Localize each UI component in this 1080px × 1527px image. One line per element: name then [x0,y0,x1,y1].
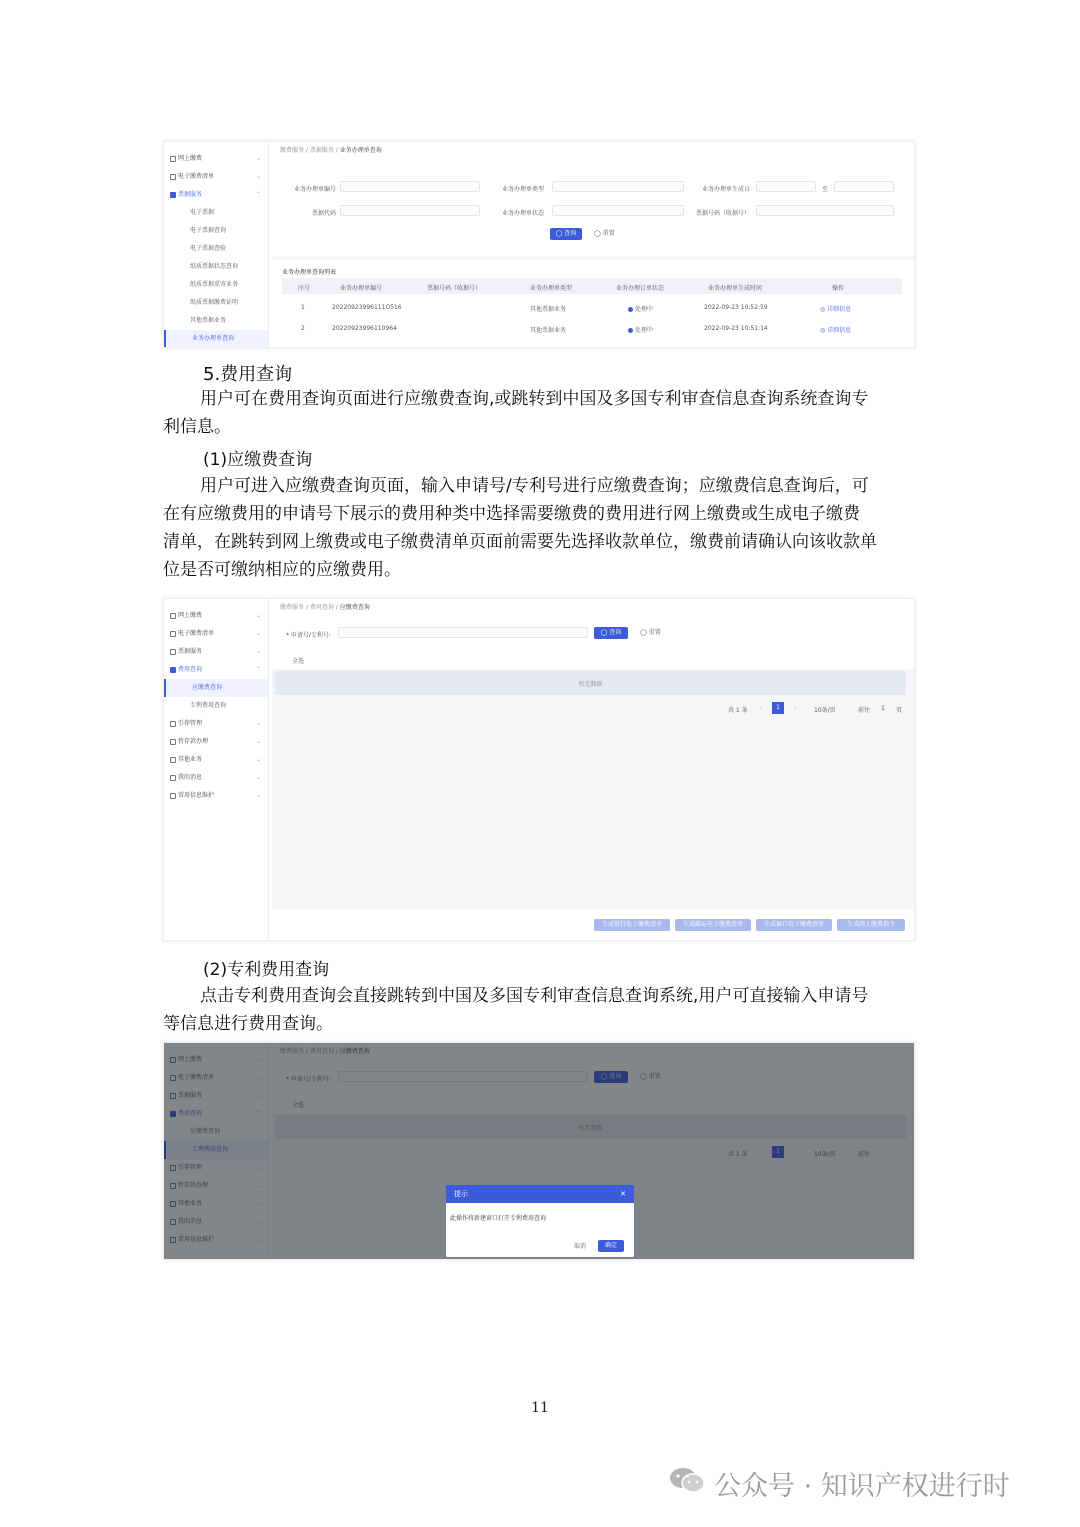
query-button[interactable]: ◯ 查询 [550,228,582,240]
dialog-message: 此操作将新建窗口打开专利费用查询 [450,1215,547,1222]
cell-time: 2022-09-23 10:51:14 [704,325,768,332]
online-pay-button[interactable]: 生成网上缴费指令 [837,919,905,931]
sidebar-item-label: 暂存款办理 [178,738,209,745]
sidebar-item[interactable] [164,643,268,661]
col-no: 序号 [298,285,311,292]
detail-link[interactable]: ◎ 详细信息 [820,306,852,313]
col-receipt: 票据号码（收据号） [427,285,482,292]
sidebar-item-label: 其他业务 [178,756,203,763]
close-icon[interactable]: ✕ [620,1190,626,1198]
list-title: 业务办理单查询列表 [282,269,337,276]
sidebar-item[interactable] [164,751,268,769]
chevron-icon: ⌄ [255,792,261,799]
app-no-input[interactable] [338,627,588,638]
cell-type: 其他票据业务 [530,306,567,313]
cell-status: 处理中 [628,304,653,313]
sidebar-item[interactable] [164,330,268,348]
sidebar-item[interactable] [164,625,268,643]
label-order-type: 业务办理单类型 [502,186,545,193]
paragraph-2-line-4: 位是否可缴纳相应的应缴费用。 [163,560,401,580]
page-number: 11 [531,1400,549,1416]
col-type: 业务办理单类型 [530,285,573,292]
paragraph-2-line-3: 清单，在跳转到网上缴费或电子缴费清单页面前需要先选择收款单位，缴费前请确认向该收款单 [163,532,877,552]
paragraph-1-line-2: 利信息。 [163,417,231,437]
col-status: 业务办理订单状态 [616,285,665,292]
chevron-icon: ⌄ [255,774,261,781]
chevron-icon: ⌃ [255,666,261,673]
pager-page-1[interactable]: 1 [772,702,784,714]
sidebar-item-label: 业务办理单查询 [192,335,235,342]
sidebar-item[interactable] [164,240,268,258]
sidebar [164,142,269,347]
pager-next[interactable]: › [794,705,797,712]
order-type-select[interactable] [552,181,684,192]
cell-status: 处理中 [628,325,653,334]
cell-no: 2 [301,325,305,332]
chevron-icon: ⌄ [255,173,261,180]
sidebar-item-label: 网上缴费 [178,155,203,162]
sidebar-item[interactable] [164,168,268,186]
paragraph-1-line-1: 用户可在费用查询页面进行应缴费查询,或跳转到中国及多国专利审查信息查询系统查询专 [200,389,869,409]
sidebar-item-label: 电子票据查询 [190,227,227,234]
result-panel [272,260,914,348]
sidebar-item[interactable] [164,312,268,330]
cell-no: 1 [301,304,305,311]
sidebar-item[interactable] [164,733,268,751]
label-receipt-no: 票据号码（收据号） [696,210,751,217]
menu-icon [170,739,176,745]
sidebar-item-label: 应缴费查询 [192,684,223,691]
breadcrumb: 缴费服务 / 费用查询 / 应缴费查询 [272,599,914,617]
chevron-icon: ⌃ [255,191,261,198]
window-list-button[interactable]: 生成窗口电子缴费清单 [756,919,832,931]
menu-icon [170,721,176,727]
confirm-dialog [446,1185,634,1257]
menu-icon [170,649,176,655]
chevron-icon: ⌄ [255,612,261,619]
screenshot-billing-query [163,141,915,348]
sidebar-item-label: 专利费用查询 [190,702,227,709]
paragraph-2-line-1: 用户可进入应缴费查询页面，输入申请号/专利号进行应缴费查询；应缴费信息查询后，可 [200,476,869,496]
menu-icon [170,775,176,781]
status-dot-icon [628,328,633,333]
empty-text: 暂无数据 [578,681,603,688]
col-op: 操作 [832,285,845,292]
sidebar-item-label: 电子缴费清单 [178,173,215,180]
empty-table [275,671,906,695]
sidebar-item[interactable] [164,769,268,787]
label-bill-code: 票据代码 [312,210,337,217]
sidebar-item-label: 纸质票据状态查询 [190,263,239,270]
cancel-button[interactable]: 取消 [574,1243,587,1250]
subheading-1: (1)应缴费查询 [203,450,313,470]
chevron-icon: ⌄ [255,720,261,727]
sidebar-item[interactable] [164,222,268,240]
sidebar-item-label: 引荐管理 [178,720,203,727]
cell-type: 其他票据业务 [530,327,567,334]
sidebar-item-label: 电子票据查验 [190,245,227,252]
confirm-button[interactable]: 确定 [598,1240,624,1252]
sidebar-item-label: 网上缴费 [178,612,203,619]
reset-button[interactable]: ◯ 重置 [640,629,661,636]
paragraph-2-line-2: 在有应缴费用的申请号下展示的费用种类中选择需要缴费的费用进行网上缴费或生成电子缴费 [163,504,860,524]
pager-goto: 前往 [858,707,871,714]
sidebar-item-label: 费用查询 [178,666,203,673]
dialog-title: 提示 [454,1190,468,1198]
pagination [272,697,914,721]
chevron-icon: ⌄ [255,756,261,763]
paragraph-3-line-1: 点击专利费用查询会直接跳转到中国及多国专利审查信息查询系统,用户可直接输入申请号 [200,986,869,1006]
sidebar-item-label: 电子票据 [190,209,215,216]
sidebar-item-label: 我的消息 [178,774,203,781]
search-panel [272,617,914,669]
pager-total: 共 1 条 [728,707,748,714]
sidebar-item-label: 票据服务 [178,648,203,655]
post-list-button[interactable]: 生成邮局电子缴费清单 [675,919,751,931]
sidebar-item[interactable] [164,204,268,222]
pager-size-select[interactable]: 10条/页 [814,707,836,714]
sidebar-item[interactable] [164,607,268,625]
menu-icon [170,613,176,619]
cell-time: 2022-09-23 10:52:59 [704,304,768,311]
watermark: 公众号 · 知识产权进行时 [714,1471,1010,1502]
sidebar-item[interactable] [164,276,268,294]
menu-icon [170,667,176,673]
search-panel [272,160,914,256]
menu-icon [170,631,176,637]
chevron-icon: ⌄ [255,738,261,745]
section-heading: 5.费用查询 [203,364,293,385]
chevron-icon: ⌄ [255,155,261,162]
menu-icon [170,757,176,763]
col-time: 业务办理单生成时间 [708,285,763,292]
label-date: 业务办理单生成日 [702,186,751,193]
sidebar-item[interactable] [164,787,268,805]
sidebar-item[interactable] [164,661,268,679]
sidebar-item-label: 纸质票据缴费证明 [190,299,239,306]
sidebar-item-label: 纸质票据重寄业务 [190,281,239,288]
order-status-select[interactable] [552,205,684,216]
screenshot-due-fee-query [163,598,915,941]
order-no-input[interactable] [340,181,480,192]
dialog-header [446,1185,634,1203]
menu-icon [170,174,176,180]
sidebar-item[interactable] [164,715,268,733]
label-order-no: 业务办理单编号 [294,186,337,193]
select-all-checkbox[interactable]: 全选 [292,658,305,665]
menu-icon [170,192,176,198]
wechat-icon [668,1466,708,1494]
chevron-icon: ⌄ [255,630,261,637]
date-start-input[interactable] [756,181,816,192]
screenshot-patent-fee-query [163,1042,915,1260]
sidebar-item[interactable] [164,150,268,168]
bill-code-input[interactable] [340,205,480,216]
main-content [272,142,914,347]
col-order-no: 业务办理单编号 [340,285,383,292]
sidebar-item-label: 常用信息维护 [178,792,215,799]
sidebar-item-label: 电子缴费清单 [178,630,215,637]
receipt-no-input[interactable] [756,205,894,216]
bank-list-button[interactable]: 生成银行电子缴费清单 [594,919,670,931]
sidebar-item[interactable] [164,679,268,697]
label-app-no: * 申请号/专利号: [286,632,331,639]
menu-icon [170,793,176,799]
action-bar [272,910,914,940]
sidebar-item-label: 其他票据业务 [190,317,227,324]
sidebar-item[interactable] [164,186,268,204]
pager-goto-input[interactable]: 1 [881,705,885,712]
cell-id: 20220923996111O516 [332,304,402,311]
status-dot-icon [628,307,633,312]
sidebar-item[interactable] [164,294,268,312]
subheading-2: (2)专利费用查询 [203,960,330,980]
main-content [272,599,914,940]
cell-id: 20220923996110964 [332,325,397,332]
sidebar-item[interactable] [164,258,268,276]
date-separator: 至 [822,186,829,193]
sidebar-item[interactable] [164,697,268,715]
pager-unit: 页 [896,707,903,714]
table-header [282,278,902,294]
menu-icon [170,156,176,162]
pager-prev[interactable]: ‹ [760,705,763,712]
sidebar-item-label: 票据服务 [178,191,203,198]
reset-button[interactable]: ◯ 重置 [594,230,615,237]
breadcrumb: 缴费服务 / 票据服务 / 业务办理单查询 [272,142,914,160]
date-end-input[interactable] [834,181,894,192]
chevron-icon: ⌄ [255,648,261,655]
detail-link[interactable]: ◎ 详细信息 [820,327,852,334]
label-order-status: 业务办理单状态 [502,210,545,217]
sidebar [164,599,269,940]
query-button[interactable]: ◯ 查询 [594,627,628,639]
paragraph-3-line-2: 等信息进行费用查询。 [163,1014,333,1034]
